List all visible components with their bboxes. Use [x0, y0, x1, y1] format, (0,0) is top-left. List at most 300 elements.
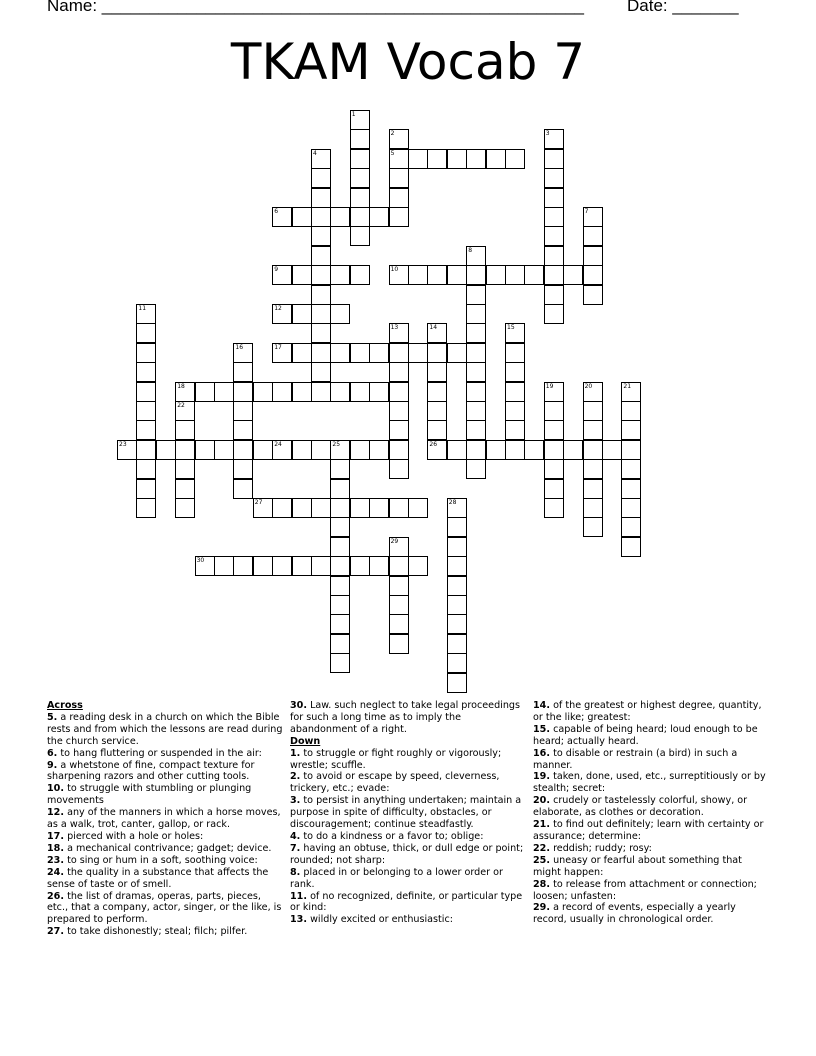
grid-cell[interactable] [486, 440, 506, 460]
grid-cell[interactable] [583, 401, 603, 421]
clue-num: 6. [47, 747, 58, 759]
grid-cell[interactable] [292, 556, 312, 576]
grid-cell[interactable] [311, 246, 331, 266]
grid-cell[interactable] [544, 226, 564, 246]
grid-cell[interactable] [466, 362, 486, 382]
clue-text: to do a kindness or a favor to; oblige: [303, 830, 484, 842]
grid-cell[interactable] [136, 459, 156, 479]
grid-cell[interactable] [272, 382, 292, 402]
grid-cell[interactable] [466, 401, 486, 421]
grid-cell[interactable] [389, 576, 409, 596]
grid-cell[interactable] [311, 556, 331, 576]
grid-cell[interactable] [350, 440, 370, 460]
clue [533, 855, 769, 879]
grid-cell[interactable] [311, 362, 331, 382]
clue-num: 13. [290, 914, 307, 926]
grid-cell[interactable] [447, 595, 467, 615]
grid-cell[interactable] [447, 653, 467, 673]
grid-cell[interactable] [466, 382, 486, 402]
grid-cell[interactable] [311, 382, 331, 402]
grid-cell[interactable] [311, 207, 331, 227]
grid-cell[interactable] [447, 149, 467, 169]
grid-cell[interactable] [621, 517, 641, 537]
clue-text: crudely or tastelessly colorful, showy, or elaborate, as clothes or decoration. [533, 795, 748, 819]
clue [47, 831, 283, 843]
grid-cell[interactable] [621, 537, 641, 557]
grid-cell[interactable] [292, 304, 312, 324]
grid-cell[interactable] [156, 440, 176, 460]
grid-cell[interactable] [544, 401, 564, 421]
clue-num: 17. [47, 830, 64, 842]
clue-text: to take dishonestly; steal; filch; pilfer. [67, 926, 248, 938]
grid-cell[interactable] [389, 440, 409, 460]
clue-text: any of the manners in which a horse moves, as a walk, trot, canter, gallop, or rack. [47, 807, 281, 831]
grid-cell[interactable] [195, 440, 215, 460]
clue [533, 748, 769, 772]
grid-cell[interactable] [544, 459, 564, 479]
clue-number: 20 [584, 382, 593, 390]
grid-cell[interactable] [447, 673, 467, 693]
grid-cell[interactable] [350, 149, 370, 169]
clue [47, 807, 283, 831]
grid-cell[interactable] [505, 440, 525, 460]
grid-cell[interactable] [175, 440, 195, 460]
grid-cell[interactable] [427, 265, 447, 285]
grid-cell[interactable] [136, 343, 156, 363]
clue [290, 831, 526, 843]
grid-cell[interactable] [330, 343, 350, 363]
clue-text: to avoid or escape by speed, cleverness, trickery, etc.; evade: [290, 771, 500, 795]
clue-num: 11. [290, 890, 307, 902]
grid-cell[interactable] [350, 343, 370, 363]
grid-cell[interactable] [214, 440, 234, 460]
grid-cell[interactable] [583, 420, 603, 440]
clue-number: 18 [177, 382, 185, 390]
grid-cell[interactable] [389, 401, 409, 421]
grid-cell[interactable] [389, 634, 409, 654]
clue-number: 19 [545, 382, 554, 390]
grid-cell[interactable] [136, 440, 156, 460]
grid-cell[interactable] [583, 265, 603, 285]
clue-number: 6 [274, 208, 279, 215]
clue [47, 712, 283, 748]
grid-cell[interactable] [583, 226, 603, 246]
grid-cell[interactable] [330, 498, 350, 518]
grid-cell[interactable] [466, 149, 486, 169]
clue-num: 25. [533, 854, 550, 866]
clue [290, 795, 526, 831]
clue-text: to persist in anything undertaken; maintain a purpose in spite of difficulty, obstacles, or discouragement; continue steadfastly. [290, 795, 522, 831]
grid-cell[interactable] [583, 479, 603, 499]
clue-text: Law. such neglect to take legal proceedings for such a long time as to imply the abandonment of a right. [290, 700, 520, 735]
clue-number: 21 [623, 382, 632, 390]
clue-num: 10. [47, 783, 64, 795]
grid-cell[interactable] [505, 362, 525, 382]
clue-number: 16 [235, 343, 244, 351]
grid-cell[interactable] [253, 382, 273, 402]
grid-cell[interactable] [544, 304, 564, 324]
clue-num: 22. [533, 842, 550, 854]
grid-cell[interactable] [389, 614, 409, 634]
grid-cell[interactable] [389, 343, 409, 363]
clue-text: of the greatest or highest degree, quantity, or the like; greatest: [533, 700, 762, 723]
grid-cell[interactable] [602, 440, 622, 460]
clue-number: 13 [390, 324, 399, 332]
clue-text: reddish; ruddy; rosy: [553, 842, 652, 854]
grid-cell[interactable] [311, 440, 331, 460]
clue-text: pierced with a hole or holes: [67, 830, 204, 842]
clue-text: to sing or hum in a soft, soothing voice: [67, 854, 258, 866]
clue-num: 14. [533, 700, 550, 711]
grid-cell[interactable] [621, 440, 641, 460]
grid-cell[interactable] [505, 265, 525, 285]
clue-number: 26 [429, 440, 438, 448]
grid-cell[interactable] [330, 556, 350, 576]
grid-cell[interactable] [369, 343, 389, 363]
grid-cell[interactable] [350, 188, 370, 208]
clue-number: 23 [119, 440, 127, 448]
grid-cell[interactable] [389, 420, 409, 440]
grid-cell[interactable] [408, 343, 428, 363]
grid-cell[interactable] [486, 265, 506, 285]
grid-cell[interactable] [292, 265, 312, 285]
grid-cell[interactable] [350, 207, 370, 227]
section-title: Across [47, 700, 83, 711]
name-line: Name: ___________________________________________________ [47, 0, 584, 15]
grid-cell[interactable] [233, 420, 253, 440]
grid-cell[interactable] [621, 459, 641, 479]
clue-number: 14 [429, 324, 438, 332]
grid-cell[interactable] [466, 440, 486, 460]
grid-cell[interactable] [311, 343, 331, 363]
grid-cell[interactable] [466, 265, 486, 285]
clue-num: 3. [290, 795, 301, 807]
clues-column-3 [533, 700, 769, 926]
grid-cell[interactable] [505, 149, 525, 169]
grid-cell[interactable] [233, 479, 253, 499]
clue-text: a record of events, especially a yearly record, usually in chronological order. [533, 902, 736, 926]
grid-cell[interactable] [330, 479, 350, 499]
grid-cell[interactable] [583, 517, 603, 537]
clue-text: placed in or belonging to a lower order or rank. [290, 866, 503, 890]
clue-num: 12. [47, 807, 64, 819]
grid-cell[interactable] [544, 246, 564, 266]
clue-number: 30 [196, 557, 205, 565]
grid-cell[interactable] [389, 168, 409, 188]
clue-num: 7. [290, 842, 301, 854]
grid-cell[interactable] [369, 556, 389, 576]
clue-num: 27. [47, 926, 64, 938]
clue-number: 11 [138, 305, 147, 312]
grid-cell[interactable] [544, 265, 564, 285]
grid-cell[interactable] [272, 498, 292, 518]
clue-text: a mechanical contrivance; gadget; device. [67, 842, 272, 854]
grid-cell[interactable] [175, 420, 195, 440]
grid-cell[interactable] [311, 226, 331, 246]
grid-cell[interactable] [466, 459, 486, 479]
clue [533, 819, 769, 843]
grid-cell[interactable] [505, 343, 525, 363]
grid-cell[interactable] [292, 207, 312, 227]
clue-num: 2. [290, 771, 301, 783]
grid-cell[interactable] [311, 188, 331, 208]
grid-cell[interactable] [369, 440, 389, 460]
grid-cell[interactable] [544, 420, 564, 440]
grid-cell[interactable] [544, 285, 564, 305]
grid-cell[interactable] [292, 343, 312, 363]
grid-cell[interactable] [544, 168, 564, 188]
clue-number: 17 [274, 343, 282, 351]
grid-cell[interactable] [524, 440, 544, 460]
grid-cell[interactable] [466, 343, 486, 363]
clues-column-1 [47, 700, 283, 938]
grid-cell[interactable] [233, 556, 253, 576]
clue-number: 24 [274, 440, 282, 448]
clue [290, 748, 526, 772]
grid-cell[interactable] [427, 343, 447, 363]
grid-cell[interactable] [350, 168, 370, 188]
grid-cell[interactable] [621, 479, 641, 499]
clue [533, 700, 769, 724]
clue [533, 843, 769, 855]
clue-num: 15. [533, 723, 550, 735]
clue [47, 843, 283, 855]
clue [47, 855, 283, 867]
grid-cell[interactable] [330, 634, 350, 654]
clue-number: 12 [274, 305, 282, 312]
grid-cell[interactable] [253, 556, 273, 576]
grid-cell[interactable] [330, 653, 350, 673]
clue [290, 867, 526, 891]
grid-cell[interactable] [175, 498, 195, 518]
grid-cell[interactable] [214, 556, 234, 576]
clue [290, 700, 526, 736]
clue-text: a reading desk in a church on which the Bible rests and from which the lessons are read during the church service. [47, 711, 283, 747]
grid-cell[interactable] [369, 498, 389, 518]
grid-cell[interactable] [136, 362, 156, 382]
clue-text: to find out definitely; learn with certainty or assurance; determine: [533, 819, 764, 842]
grid-cell[interactable] [621, 401, 641, 421]
grid-cell[interactable] [466, 285, 486, 305]
grid-cell[interactable] [544, 149, 564, 169]
grid-cell[interactable] [311, 285, 331, 305]
clue-num: 9. [47, 759, 58, 771]
grid-cell[interactable] [563, 440, 583, 460]
grid-cell[interactable] [292, 498, 312, 518]
grid-cell[interactable] [311, 323, 331, 343]
grid-cell[interactable] [408, 556, 428, 576]
clue-text: to struggle with stumbling or plunging movements [47, 783, 252, 807]
clue-number: 10 [390, 266, 399, 274]
clue [533, 879, 769, 903]
grid-cell[interactable] [447, 440, 467, 460]
grid-cell[interactable] [544, 479, 564, 499]
clue [533, 724, 769, 748]
grid-cell[interactable] [447, 537, 467, 557]
clue-num: 19. [533, 771, 550, 783]
grid-cell[interactable] [583, 285, 603, 305]
grid-cell[interactable] [136, 323, 156, 343]
clue-num: 4. [290, 830, 301, 842]
grid-cell[interactable] [272, 556, 292, 576]
clue-num: 20. [533, 795, 550, 807]
clue-number: 1 [351, 111, 356, 118]
grid-cell[interactable] [330, 304, 350, 324]
grid-cell[interactable] [195, 382, 215, 402]
grid-cell[interactable] [389, 595, 409, 615]
clue [47, 867, 283, 891]
grid-cell[interactable] [389, 207, 409, 227]
grid-cell[interactable] [330, 576, 350, 596]
grid-cell[interactable] [505, 382, 525, 402]
grid-cell[interactable] [427, 149, 447, 169]
grid-cell[interactable] [427, 382, 447, 402]
grid-cell[interactable] [330, 265, 350, 285]
grid-cell[interactable] [369, 382, 389, 402]
grid-cell[interactable] [136, 498, 156, 518]
grid-cell[interactable] [311, 265, 331, 285]
grid-cell[interactable] [389, 362, 409, 382]
grid-cell[interactable] [253, 440, 273, 460]
grid-cell[interactable] [447, 634, 467, 654]
grid-cell[interactable] [350, 226, 370, 246]
clue-text: to disable or restrain (a bird) in such a manner. [533, 747, 738, 771]
grid-cell[interactable] [447, 556, 467, 576]
clue-num: 24. [47, 866, 64, 878]
grid-cell[interactable] [447, 614, 467, 634]
grid-cell[interactable] [427, 401, 447, 421]
clue [47, 783, 283, 807]
clue [47, 926, 283, 938]
grid-cell[interactable] [447, 343, 467, 363]
clue-number: 8 [468, 246, 473, 254]
grid-cell[interactable] [214, 382, 234, 402]
grid-cell[interactable] [175, 479, 195, 499]
grid-cell[interactable] [544, 207, 564, 227]
grid-cell[interactable] [350, 498, 370, 518]
grid-cell[interactable] [427, 420, 447, 440]
grid-cell[interactable] [330, 614, 350, 634]
grid-cell[interactable] [350, 556, 370, 576]
grid-cell[interactable] [524, 265, 544, 285]
grid-cell[interactable] [447, 576, 467, 596]
clue [290, 771, 526, 795]
grid-cell[interactable] [544, 440, 564, 460]
grid-cell[interactable] [292, 440, 312, 460]
grid-cell[interactable] [330, 207, 350, 227]
grid-cell[interactable] [233, 362, 253, 382]
clue-text: of no recognized, definite, or particular type or kind: [290, 890, 523, 914]
grid-cell[interactable] [389, 498, 409, 518]
grid-cell[interactable] [292, 382, 312, 402]
grid-cell[interactable] [389, 459, 409, 479]
grid-cell[interactable] [136, 401, 156, 421]
grid-cell[interactable] [583, 498, 603, 518]
grid-cell[interactable] [330, 517, 350, 537]
grid-cell[interactable] [505, 401, 525, 421]
grid-cell[interactable] [330, 595, 350, 615]
grid-cell[interactable] [175, 459, 195, 479]
clue-num: 1. [290, 747, 301, 759]
grid-cell[interactable] [350, 382, 370, 402]
grid-cell[interactable] [330, 537, 350, 557]
grid-cell[interactable] [233, 401, 253, 421]
clue [47, 760, 283, 784]
grid-cell[interactable] [505, 420, 525, 440]
grid-cell[interactable] [311, 168, 331, 188]
clue-text: to hang fluttering or suspended in the air: [60, 747, 262, 759]
clue-number: 15 [507, 324, 515, 332]
grid-cell[interactable] [466, 323, 486, 343]
clue-number: 25 [332, 440, 341, 448]
clue [533, 771, 769, 795]
grid-cell[interactable] [408, 498, 428, 518]
clue-num: 28. [533, 878, 550, 890]
grid-cell[interactable] [136, 479, 156, 499]
clue-text: capable of being heard; loud enough to be heard; actually heard. [533, 723, 758, 747]
clue-number: 29 [390, 537, 399, 545]
grid-cell[interactable] [389, 188, 409, 208]
grid-cell[interactable] [408, 265, 428, 285]
grid-cell[interactable] [311, 304, 331, 324]
grid-cell[interactable] [233, 440, 253, 460]
clue-num: 21. [533, 819, 550, 831]
clue-number: 22 [177, 402, 185, 409]
grid-cell[interactable] [389, 556, 409, 576]
clue-number: 7 [584, 208, 589, 215]
grid-cell[interactable] [621, 420, 641, 440]
clue [290, 843, 526, 867]
clue-number: 4 [313, 149, 317, 157]
section-title: Down [290, 735, 321, 747]
grid-cell[interactable] [583, 459, 603, 479]
clue-num: 5. [47, 711, 58, 723]
grid-cell[interactable] [466, 304, 486, 324]
grid-cell[interactable] [447, 265, 467, 285]
grid-cell[interactable] [544, 498, 564, 518]
grid-cell[interactable] [136, 420, 156, 440]
grid-cell[interactable] [233, 382, 253, 402]
clue-num: 26. [47, 890, 64, 902]
grid-cell[interactable] [427, 362, 447, 382]
grid-cell[interactable] [466, 420, 486, 440]
clue-number: 3 [545, 130, 550, 138]
clue-number: 2 [390, 130, 395, 138]
date-line: Date: _______ [627, 0, 739, 15]
clue-number: 5 [390, 149, 395, 157]
grid-cell[interactable] [350, 265, 370, 285]
grid-cell[interactable] [389, 382, 409, 402]
grid-cell[interactable] [486, 149, 506, 169]
clue [290, 891, 526, 915]
grid-cell[interactable] [330, 382, 350, 402]
grid-cell[interactable] [369, 207, 389, 227]
grid-cell[interactable] [330, 459, 350, 479]
grid-cell[interactable] [583, 246, 603, 266]
grid-cell[interactable] [563, 265, 583, 285]
grid-cell[interactable] [583, 440, 603, 460]
grid-cell[interactable] [233, 459, 253, 479]
clue-num: 23. [47, 854, 64, 866]
grid-cell[interactable] [350, 129, 370, 149]
grid-cell[interactable] [447, 517, 467, 537]
grid-cell[interactable] [136, 382, 156, 402]
clue-num: 16. [533, 747, 550, 759]
grid-cell[interactable] [311, 498, 331, 518]
grid-cell[interactable] [408, 149, 428, 169]
grid-cell[interactable] [544, 188, 564, 208]
grid-cell[interactable] [621, 498, 641, 518]
